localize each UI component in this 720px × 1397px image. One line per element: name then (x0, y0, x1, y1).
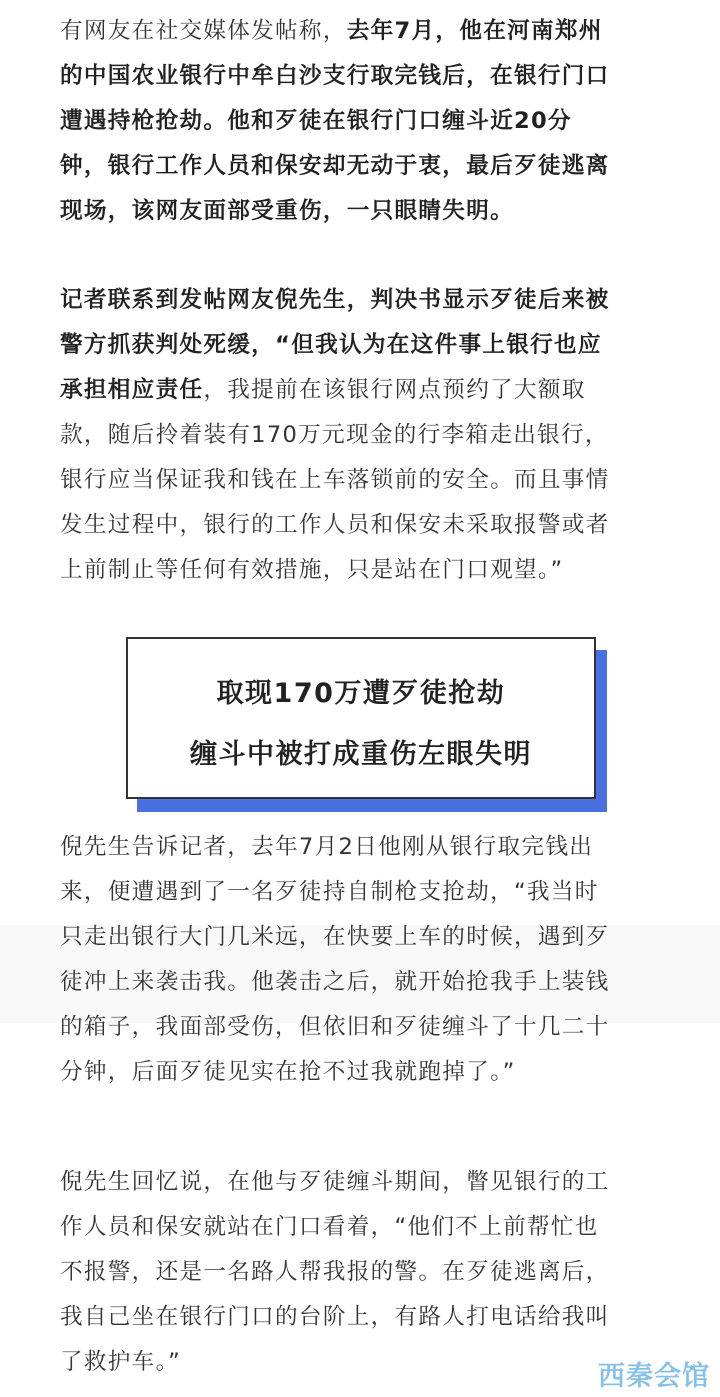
highlight-box (126, 637, 596, 799)
text-segment: 上前制止等任何有效措施，只是站在门口观望。” (60, 557, 564, 583)
highlight-box-line-2: 缠斗中被打成重伤左眼失明 (190, 739, 532, 770)
text-segment: 我自己坐在银行门口的台阶上，有路人打电话给我叫 (60, 1304, 610, 1330)
paragraph-line (60, 9, 660, 54)
paragraph-line (60, 503, 660, 548)
paragraph-line (60, 1005, 660, 1050)
text-segment: 分钟，后面歹徒见实在抢不过我就跑掉了。” (60, 1059, 516, 1085)
paragraph-line (60, 870, 660, 915)
paragraph-line (60, 368, 660, 413)
paragraph-3 (60, 825, 660, 1095)
paragraph-line (60, 1340, 660, 1385)
paragraph-line (60, 1295, 660, 1340)
paragraph-line (60, 413, 660, 458)
paragraph-line (60, 1160, 660, 1205)
highlight-box-line-1: 取现170万遭歹徒抢劫 (216, 678, 506, 709)
paragraph-line (60, 99, 660, 144)
bold-text-segment: 钟，银行工作人员和保安却无动于衷，最后歹徒逃离 (60, 153, 610, 179)
text-segment: 倪先生告诉记者，去年7月2日他刚从银行取完钱出 (60, 834, 594, 860)
bold-text-segment: 警方抓获判处死缓，“但我认为在这件事上银行也应 (60, 332, 602, 358)
text-segment: 发生过程中，银行的工作人员和保安未采取报警或者 (60, 512, 610, 538)
paragraph-1 (60, 9, 660, 234)
paragraph-line (60, 548, 660, 593)
bold-text-segment: 去年7月，他在河南郑州 (346, 18, 603, 44)
paragraph-line (60, 458, 660, 503)
bold-text-segment: 遭遇持枪抢劫。他和歹徒在银行门口缠斗近20分 (60, 108, 572, 134)
paragraph-4 (60, 1160, 660, 1385)
watermark-logo: 西秦会馆 (598, 1361, 710, 1392)
paragraph-2 (60, 278, 660, 593)
bold-text-segment: 承担相应责任 (60, 377, 204, 403)
text-segment: ，我提前在该银行网点预约了大额取 (203, 377, 586, 403)
paragraph-line (60, 189, 660, 234)
paragraph-line (60, 960, 660, 1005)
bold-text-segment: 现场，该网友面部受重伤，一只眼睛失明。 (60, 198, 514, 224)
text-segment: 的箱子，我面部受伤，但依旧和歹徒缠斗了十几二十 (60, 1014, 610, 1040)
paragraph-line (60, 1250, 660, 1295)
paragraph-line (60, 825, 660, 870)
text-segment: 银行应当保证我和钱在上车落锁前的安全。而且事情 (60, 467, 610, 493)
text-segment: 来，便遭遇到了一名歹徒持自制枪支抢劫，“我当时 (60, 879, 599, 905)
text-segment: 了救护车。” (60, 1349, 182, 1375)
text-segment: 倪先生回忆说，在他与歹徒缠斗期间，瞥见银行的工 (60, 1169, 610, 1195)
text-segment: 作人员和保安就站在门口看着，“他们不上前帮忙也 (60, 1214, 599, 1240)
paragraph-line (60, 54, 660, 99)
paragraph-line (60, 323, 660, 368)
text-segment: 只走出银行大门几米远，在快要上车的时候，遇到歹 (60, 924, 610, 950)
paragraph-line (60, 915, 660, 960)
paragraph-line (60, 1050, 660, 1095)
text-segment: 徒冲上来袭击我。他袭击之后，就开始抢我手上装钱 (60, 969, 610, 995)
bold-text-segment: 记者联系到发帖网友倪先生，判决书显示歹徒后来被 (60, 287, 610, 313)
text-segment: 款，随后拎着装有170万元现金的行李箱走出银行， (60, 422, 609, 448)
bold-text-segment: 的中国农业银行中牟白沙支行取完钱后，在银行门口 (60, 63, 610, 89)
text-segment: 不报警，还是一名路人帮我报的警。在歹徒逃离后， (60, 1259, 610, 1285)
paragraph-line (60, 144, 660, 189)
paragraph-line (60, 1205, 660, 1250)
paragraph-line (60, 278, 660, 323)
text-segment: 有网友在社交媒体发帖称， (60, 18, 347, 44)
